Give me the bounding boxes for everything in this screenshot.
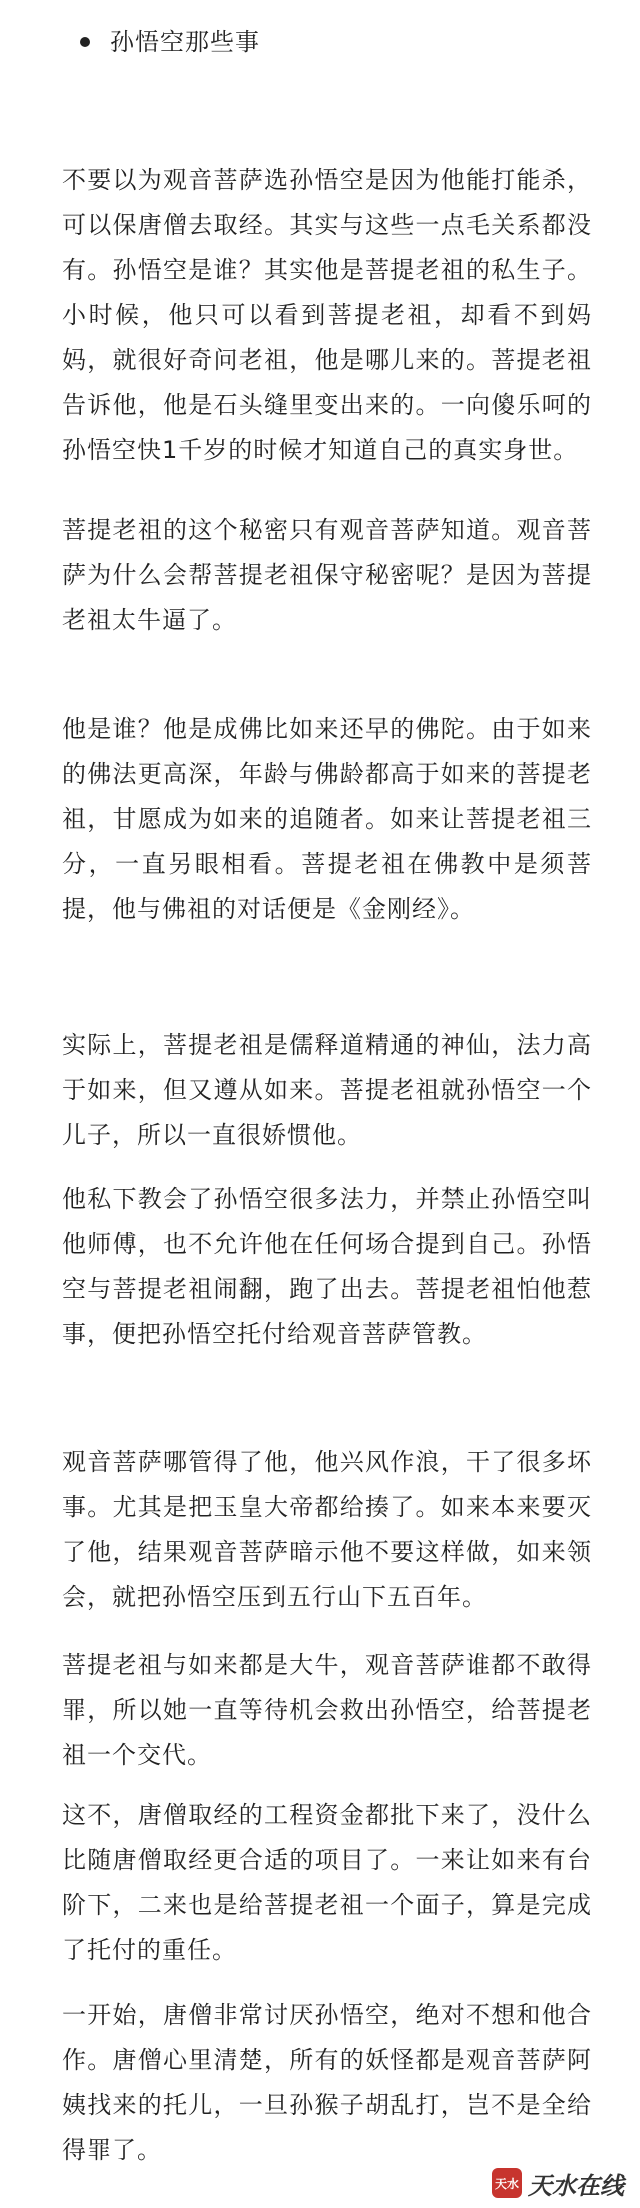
paragraph-6: 观音菩萨哪管得了他，他兴风作浪，干了很多坏事。尤其是把玉皇大帝都给揍了。如来本来要灭了他，结果观音菩萨暗示他不要这样做，如来领会，就把孙悟空压到五行山下五百年。 [62,1448,592,1611]
heading-text: 孙悟空那些事 [110,28,260,56]
paragraph-1: 不要以为观音菩萨选孙悟空是因为他能打能杀，可以保唐僧去取经。其实与这些一点毛关系都没有。孙悟空是谁？其实他是菩提老祖的私生子。小时候，他只可以看到菩提老祖，却看不到妈妈，就很好奇问老祖，他是哪儿来的。菩提老祖告诉他，他是石头缝里变出来的。一向傻乐呵的孙悟空快1千岁的时候才知道自己的真实身世。 [62,166,592,464]
watermark-text: 天水在线 [528,2170,624,2200]
paragraph-4: 实际上，菩提老祖是儒释道精通的神仙，法力高于如来，但又遵从如来。菩提老祖就孙悟空一个儿子，所以一直很娇惯他。 [62,1031,592,1149]
paragraph-3: 他是谁？他是成佛比如来还早的佛陀。由于如来的佛法更高深，年龄与佛龄都高于如来的菩提老祖，甘愿成为如来的追随者。如来让菩提老祖三分，一直另眼相看。菩提老祖在佛教中是须菩提，他与佛祖的对话便是《金刚经》。 [62,715,592,923]
watermark [492,2164,624,2202]
paragraph-2: 菩提老祖的这个秘密只有观音菩萨知道。观音菩萨为什么会帮菩提老祖保守秘密呢？是因为菩提老祖太牛逼了。 [62,516,592,634]
paragraph-9: 一开始，唐僧非常讨厌孙悟空，绝对不想和他合作。唐僧心里清楚，所有的妖怪都是观音菩萨阿姨找来的托儿，一旦孙猴子胡乱打，岂不是全给得罪了。 [62,2001,592,2164]
bullet-icon [80,37,90,47]
paragraph-7: 菩提老祖与如来都是大牛，观音菩萨谁都不敢得罪，所以她一直等待机会救出孙悟空，给菩提老祖一个交代。 [62,1651,592,1769]
article-heading [80,24,260,60]
paragraph-8: 这不，唐僧取经的工程资金都批下来了，没什么比随唐僧取经更合适的项目了。一来让如来有台阶下，二来也是给菩提老祖一个面子，算是完成了托付的重任。 [62,1801,592,1964]
watermark-logo-icon: 天水 [492,2168,522,2198]
paragraph-5: 他私下教会了孙悟空很多法力，并禁止孙悟空叫他师傅，也不允许他在任何场合提到自己。孙悟空与菩提老祖闹翻，跑了出去。菩提老祖怕他惹事，便把孙悟空托付给观音菩萨管教。 [62,1185,592,1348]
